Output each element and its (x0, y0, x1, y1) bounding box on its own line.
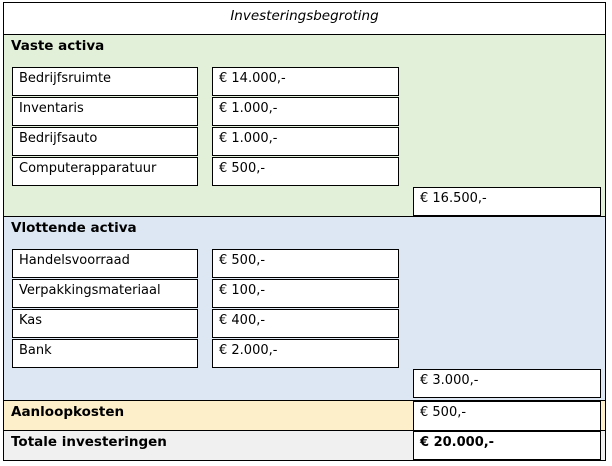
startup-costs-heading: Aanloopkosten (11, 404, 125, 420)
section-fixed-assets (4, 35, 605, 217)
section-total (4, 431, 605, 460)
fixed-asset-amount: € 14.000,- (212, 67, 399, 96)
fixed-assets-heading: Vaste activa (11, 38, 105, 54)
startup-costs-amount: € 500,- (413, 401, 601, 431)
table-title: Investeringsbegroting (4, 3, 605, 35)
current-asset-amount: € 500,- (212, 249, 399, 278)
fixed-asset-amount: € 500,- (212, 157, 399, 186)
investment-budget-table (3, 2, 606, 461)
fixed-asset-label: Computerapparatuur (12, 157, 198, 186)
current-asset-label: Verpakkingsmateriaal (12, 279, 198, 308)
current-asset-amount: € 2.000,- (212, 339, 399, 368)
total-amount: € 20.000,- (413, 431, 601, 460)
fixed-asset-amount: € 1.000,- (212, 97, 399, 126)
current-asset-label: Bank (12, 339, 198, 368)
fixed-asset-amount: € 1.000,- (212, 127, 399, 156)
total-heading: Totale investeringen (11, 434, 167, 450)
fixed-assets-subtotal: € 16.500,- (413, 187, 601, 216)
current-asset-amount: € 400,- (212, 309, 399, 338)
current-assets-heading: Vlottende activa (11, 220, 137, 236)
current-asset-amount: € 100,- (212, 279, 399, 308)
fixed-asset-label: Bedrijfsauto (12, 127, 198, 156)
fixed-asset-label: Inventaris (12, 97, 198, 126)
section-current-assets (4, 217, 605, 401)
current-assets-subtotal: € 3.000,- (413, 369, 601, 398)
fixed-asset-label: Bedrijfsruimte (12, 67, 198, 96)
current-asset-label: Handelsvoorraad (12, 249, 198, 278)
section-startup-costs (4, 401, 605, 431)
current-asset-label: Kas (12, 309, 198, 338)
